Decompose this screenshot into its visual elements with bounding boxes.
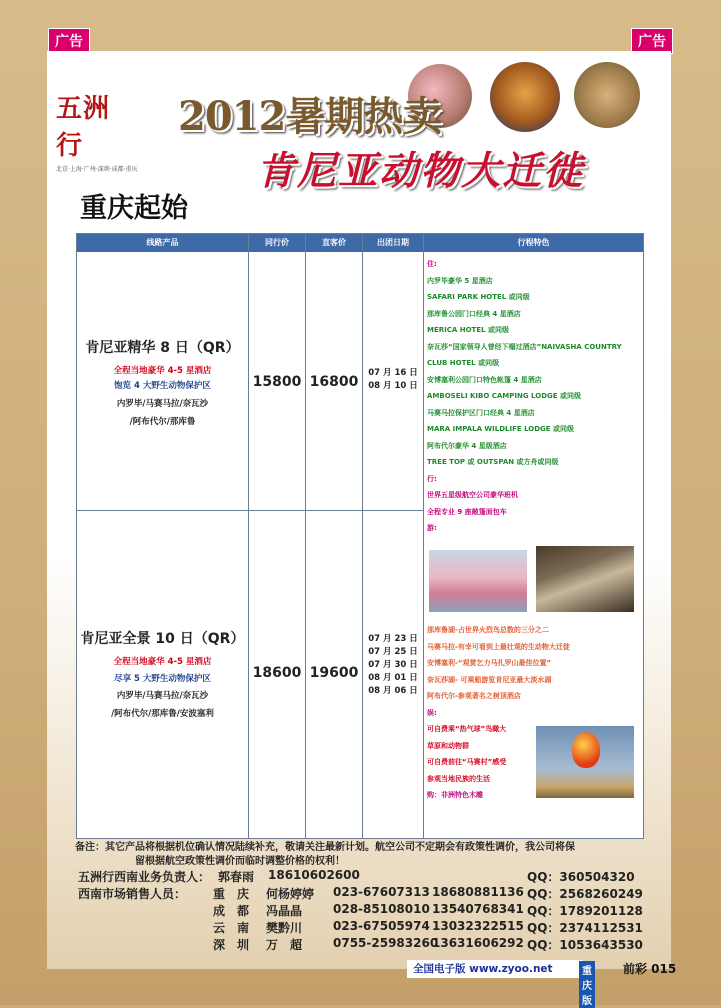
feature-item: 安博塞利公园门口特色帐篷 4 星酒店 <box>427 375 542 384</box>
contact-city: 深 圳 <box>213 938 250 952</box>
header-retail-price: 直客价 <box>322 238 346 247</box>
brand-logo <box>56 88 138 173</box>
product-note: 全程当地豪华 4-5 星酒店 <box>113 657 212 667</box>
departure-dates <box>363 367 423 393</box>
brand-name: 五洲行 <box>56 94 111 161</box>
feature-item: 内罗毕豪华 5 星酒店 <box>427 276 493 285</box>
contact-city: 成 都 <box>213 904 250 918</box>
page-number: 前彩 015 <box>623 962 677 976</box>
ad-label-left: 广告 <box>48 28 90 54</box>
ad-label-right: 广告 <box>631 28 673 54</box>
balloon-icon <box>572 732 600 768</box>
edition-badge: 重庆版 <box>579 961 595 1008</box>
feature-item: 马赛马拉保护区门口经典 4 星酒店 <box>427 408 535 417</box>
subline: 肯尼亚动物大迁徙 <box>256 148 585 194</box>
contact-mobile: 13032322515 <box>432 919 524 933</box>
divider <box>305 234 306 838</box>
features-stay <box>427 256 637 537</box>
headline: 2012暑期热卖 <box>178 93 442 140</box>
hot-air-balloon-photo <box>536 726 634 798</box>
divider <box>423 234 424 838</box>
contact-qq: QQ：2374112531 <box>527 921 643 935</box>
feature-item: TREE TOP 或 OUTSPAN 或方舟或同级 <box>427 458 559 466</box>
sales-label: 西南市场销售人员： <box>78 887 187 901</box>
row-divider <box>77 510 423 511</box>
product-note: 内罗毕/马赛马拉/奈瓦沙 <box>116 399 209 409</box>
feature-item: 世界五星级航空公司豪华班机 <box>427 491 518 499</box>
head-name: 郭春雨 <box>218 870 255 884</box>
product-note: 尽享 5 大野生动物保护区 <box>114 674 211 684</box>
header-trade-price: 同行价 <box>265 238 289 247</box>
feature-item: 那库鲁公园门口经典 4 星酒店 <box>427 309 521 318</box>
contact-name: 何杨婷婷 <box>266 887 315 901</box>
migration-photo <box>536 546 634 612</box>
contact-qq: QQ：2568260249 <box>527 887 643 901</box>
feature-item: SAFARI PARK HOTEL 或同级 <box>427 293 530 301</box>
website-link[interactable]: 全国电子版 www.zyoo.net <box>407 960 583 978</box>
remark-line: 备注：其它产品将根据机位确认情况陆续补充，敬请关注最新计划。航空公司不定期会有政策性调价，我公司将保 <box>75 842 575 853</box>
product-note: 内罗毕/马赛马拉/奈瓦沙 <box>116 691 209 701</box>
feature-label: 娱: <box>427 708 437 717</box>
head-phone: 18610602600 <box>268 868 360 882</box>
header-dates: 出团日期 <box>377 238 409 247</box>
feature-item: 可自费乘“热气球”鸟瞰大 <box>427 725 507 733</box>
contact-qq: QQ：1789201128 <box>527 904 643 918</box>
date: 08 月 06 日 <box>368 686 418 696</box>
feature-label: 游: <box>427 524 437 532</box>
contact-mobile: 13540768341 <box>432 902 524 916</box>
departure-dates <box>363 633 423 698</box>
product-name: 肯尼亚精华 8 日（QR） <box>85 340 240 356</box>
feature-item: 参观当地民族的生活 <box>427 774 490 783</box>
flamingo-lake-photo <box>429 550 527 612</box>
contact-name: 冯晶晶 <box>266 904 303 918</box>
product-note: /阿布代尔/那库鲁 <box>129 417 196 427</box>
contact-city: 云 南 <box>213 921 250 935</box>
contact-name: 樊黔川 <box>266 921 303 935</box>
feature-item: 马赛马拉-有幸可看到上最壮观的生动物大迁徙 <box>427 642 570 651</box>
feature-item: 阿布代尔-参观著名之树顶酒店 <box>427 692 521 700</box>
feature-item: CLUB HOTEL 或同级 <box>427 359 500 367</box>
feature-item: 安博塞利-“观赏乞力马扎罗山最佳位置” <box>427 659 552 667</box>
date: 07 月 25 日 <box>368 647 418 657</box>
feature-item: MARA IMPALA WILDLIFE LODGE 或同级 <box>427 425 575 433</box>
product-name: 肯尼亚全景 10 日（QR） <box>80 631 245 647</box>
feature-label: 住: <box>427 260 437 268</box>
brand-cities: 北京·上海·广州·深圳·成都·重庆 <box>56 166 138 173</box>
head-label: 五洲行西南业务负责人： <box>78 870 211 884</box>
date: 08 月 10 日 <box>368 381 418 391</box>
tour-table <box>76 233 644 839</box>
divider <box>248 234 249 838</box>
table-header <box>77 234 643 252</box>
departure-city: 重庆起始 <box>80 193 188 224</box>
head-qq: QQ：360504320 <box>527 870 635 884</box>
trade-price: 15800 <box>252 374 302 390</box>
header-product: 线路产品 <box>146 238 179 247</box>
date: 07 月 23 日 <box>368 634 418 644</box>
retail-price: 19600 <box>309 665 359 681</box>
feature-item: 奈瓦莎湖- 可乘船游览肯尼亚最大淡水湖 <box>427 675 552 684</box>
contact-city: 重 庆 <box>213 887 250 901</box>
date: 07 月 16 日 <box>368 368 418 378</box>
contact-mobile: 13631606292 <box>432 936 524 950</box>
divider <box>362 234 363 838</box>
contact-name: 万 超 <box>266 938 303 952</box>
contact-tel: 0755-25983260 <box>333 936 439 950</box>
cheetah-photo <box>574 62 640 128</box>
product-note: 全程当地豪华 4-5 星酒店 <box>113 366 212 376</box>
feature-item: 奈瓦莎“国家领导人曾经下榻过酒店”NAIVASHA COUNTRY <box>427 342 622 351</box>
feature-item: 全程专业 9 座敞篷面包车 <box>427 507 507 516</box>
contact-tel: 028-85108010 <box>333 902 430 916</box>
feature-item: 购：非洲特色木雕 <box>427 791 483 799</box>
product-note: /阿布代尔/那库鲁/安波塞利 <box>111 709 214 719</box>
remark <box>75 841 650 869</box>
feature-item: 草原和动物群 <box>427 741 469 750</box>
trade-price: 18600 <box>252 665 302 681</box>
contact-tel: 023-67505974 <box>333 919 430 933</box>
feature-label: 行: <box>427 474 437 483</box>
feature-item: AMBOSELI KIBO CAMPING LODGE 或同级 <box>427 392 581 400</box>
feature-item: 阿布代尔豪华 4 星级酒店 <box>427 441 507 450</box>
header-features: 行程特色 <box>517 238 550 247</box>
lion-photo <box>490 62 560 132</box>
feature-item: 可自费前往“马赛村”感受 <box>427 758 507 766</box>
feature-item: 那库鲁湖-占世界火烈鸟总数的三分之二 <box>427 626 549 634</box>
contact-qq: QQ：1053643530 <box>527 938 643 952</box>
product-note: 饱览 4 大野生动物保护区 <box>114 381 211 391</box>
date: 08 月 01 日 <box>368 673 418 683</box>
contact-tel: 023-67607313 <box>333 885 430 899</box>
remark-line: 留根据航空政策性调价而临时调整价格的权利！ <box>135 856 345 867</box>
retail-price: 16800 <box>309 374 359 390</box>
date: 07 月 30 日 <box>368 660 418 670</box>
feature-item: MERICA HOTEL 或同级 <box>427 326 509 334</box>
contact-mobile: 18680881136 <box>432 885 524 899</box>
